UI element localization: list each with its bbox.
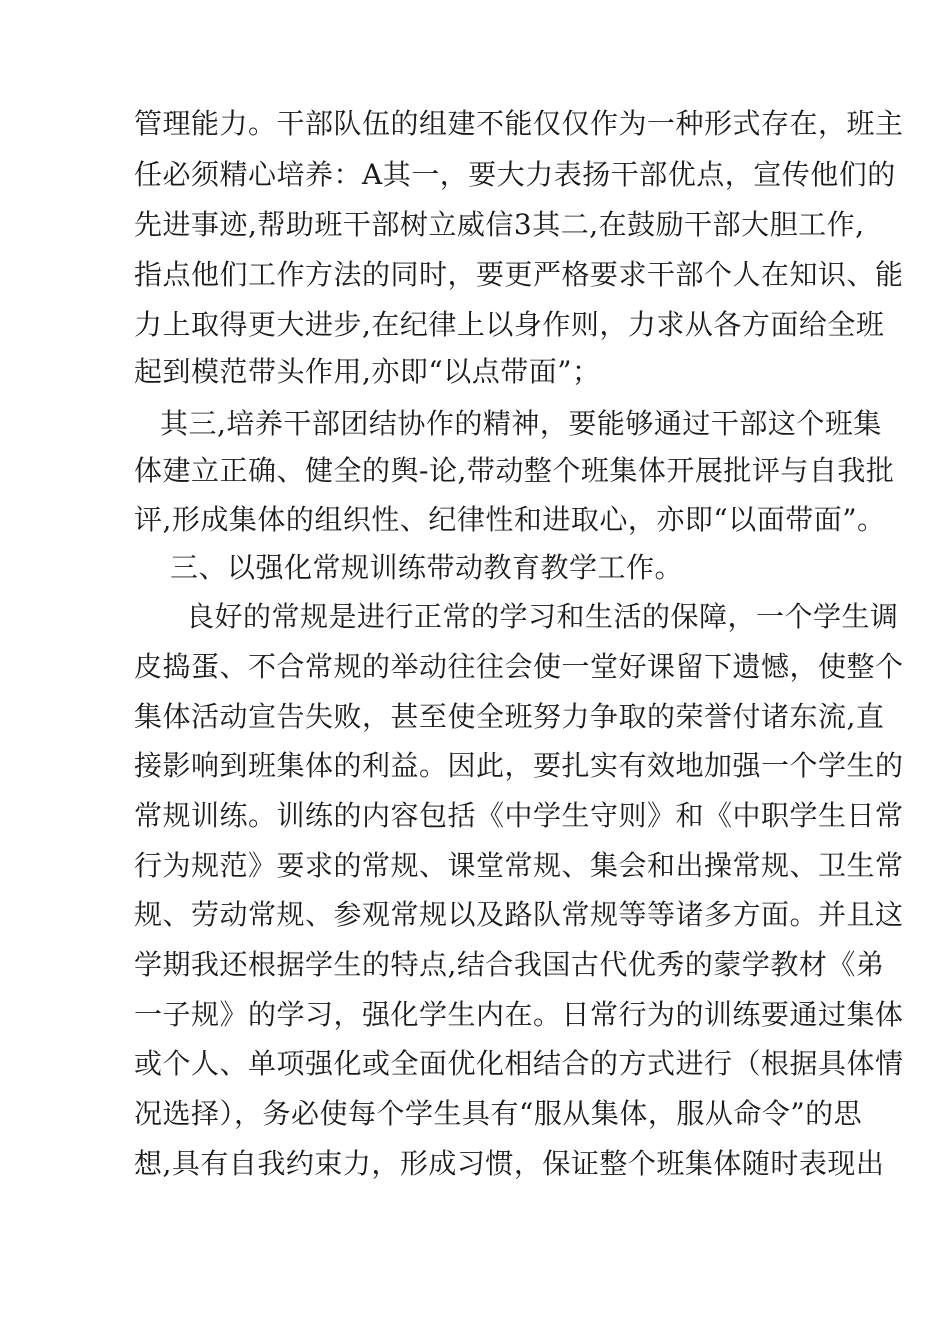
body-text-line: 一子规》的学习，强化学生内在。日常行为的训练要通过集体: [134, 998, 904, 1031]
body-text-line: 任必须精心培养：A其一，要大力表扬干部优点，宣传他们的: [134, 158, 896, 191]
body-text-line: 体建立正确、健全的舆-论,带动整个班集体开展批评与自我批: [134, 454, 895, 487]
body-text-line: 起到模范带头作用,亦即“以点带面”；: [134, 355, 601, 388]
body-text-line: 或个人、单项强化或全面优化相结合的方式进行（根据具体情: [134, 1047, 904, 1080]
body-text-line: 行为规范》要求的常规、课堂常规、集会和出操常规、卫生常: [134, 849, 904, 882]
paragraph-start-line: 其三,培养干部团结协作的精神，要能够通过干部这个班集: [160, 407, 882, 440]
body-text-line: 评,形成集体的组织性、纪律性和进取心，亦即“以面带面”。: [134, 503, 886, 536]
body-text-line: 常规训练。训练的内容包括《中学生守则》和《中职学生日常: [134, 799, 904, 832]
body-text-line: 规、劳动常规、参观常规以及路队常规等等诸多方面。并且这: [134, 898, 904, 931]
body-text-line: 先进事迹,帮助班干部树立威信3其二,在鼓励干部大胆工作,: [134, 208, 865, 241]
body-text-line: 集体活动宣告失败，甚至使全班努力争取的荣誉付诸东流,直: [134, 700, 885, 733]
body-text-line: 学期我还根据学生的特点,结合我国古代优秀的蒙学教材《弟: [134, 948, 885, 981]
body-text-line: 想,具有自我约束力，形成习惯，保证整个班集体随时表现出: [134, 1147, 885, 1180]
body-text-line: 力上取得更大进步,在纪律上以身作则，力求从各方面给全班: [134, 308, 885, 341]
body-text-line: 管理能力。干部队伍的组建不能仅仅作为一种形式存在，班主: [134, 107, 904, 140]
body-text-line: 皮捣蛋、不合常规的举动往往会使一堂好课留下遗憾，使整个: [134, 650, 904, 683]
paragraph-start-line: 良好的常规是进行正常的学习和生活的保障，一个学生调: [186, 600, 899, 633]
section-heading: 三、以强化常规训练带动教育教学工作。: [170, 551, 684, 584]
body-text-line: 接影响到班集体的利益。因此，要扎实有效地加强一个学生的: [134, 749, 904, 782]
body-text-line: 况选择），务必使每个学生具有“服从集体，服从命令”的思: [134, 1097, 863, 1130]
body-text-line: 指点他们工作方法的同时，要更严格要求干部个人在知识、能: [134, 258, 904, 291]
